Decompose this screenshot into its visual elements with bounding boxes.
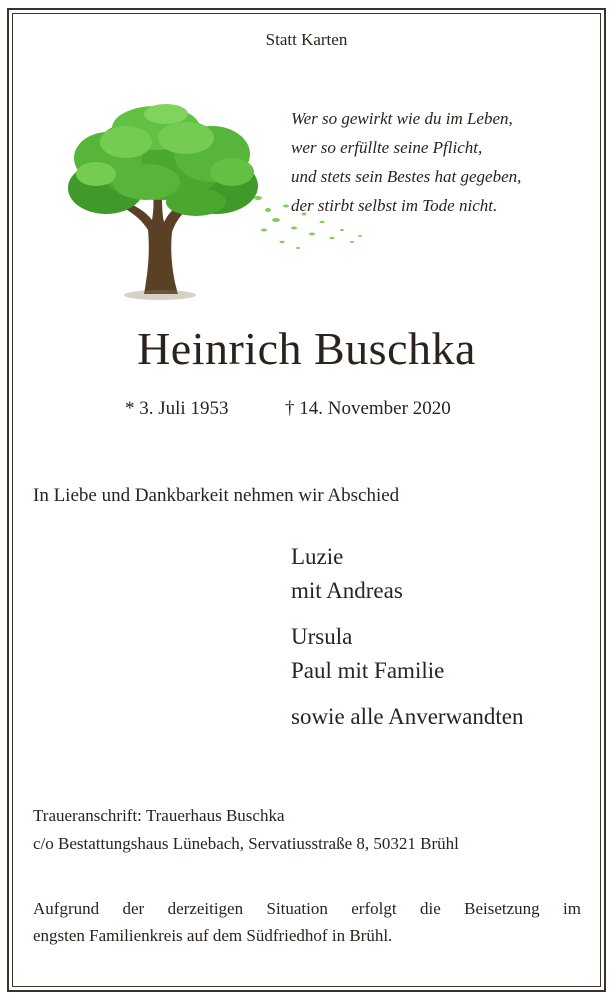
verse-line: der stirbt selbst im Tode nicht. xyxy=(291,196,498,215)
mourner-name: Paul mit Familie xyxy=(291,658,445,683)
birth-date: * 3. Juli 1953 xyxy=(125,398,229,419)
death-date: † 14. November 2020 xyxy=(285,398,451,419)
mourner-group xyxy=(291,700,523,734)
address-line: c/o Bestattungshaus Lünebach, Servatiusstraße 8, 50321 Brühl xyxy=(33,834,459,853)
burial-note xyxy=(33,895,581,949)
mourner-name: Luzie xyxy=(291,544,344,569)
deceased-name: Heinrich Buschka xyxy=(137,323,476,374)
mourning-address xyxy=(33,802,459,858)
mourner-name: mit Andreas xyxy=(291,578,403,603)
verse-line: Wer so gewirkt wie du im Leben, xyxy=(291,109,513,128)
mourner-name: sowie alle Anverwandten xyxy=(291,704,524,729)
memorial-verse xyxy=(291,104,521,220)
address-line: Traueranschrift: Trauerhaus Buschka xyxy=(33,806,285,825)
note-line: Aufgrund der derzeitigen Situation erfolgt die Beisetzung im xyxy=(33,899,581,918)
mourner-group xyxy=(291,620,444,688)
verse-line: und stets sein Bestes hat gegeben, xyxy=(291,167,522,186)
note-line: engsten Familienkreis auf dem Südfriedhof in Brühl. xyxy=(33,926,393,945)
farewell-intro: In Liebe und Dankbarkeit nehmen wir Abschied xyxy=(33,485,400,506)
mourner-group xyxy=(291,540,403,608)
verse-line: wer so erfüllte seine Pflicht, xyxy=(291,138,483,157)
header-label: Statt Karten xyxy=(265,30,348,49)
mourner-name: Ursula xyxy=(291,624,353,649)
